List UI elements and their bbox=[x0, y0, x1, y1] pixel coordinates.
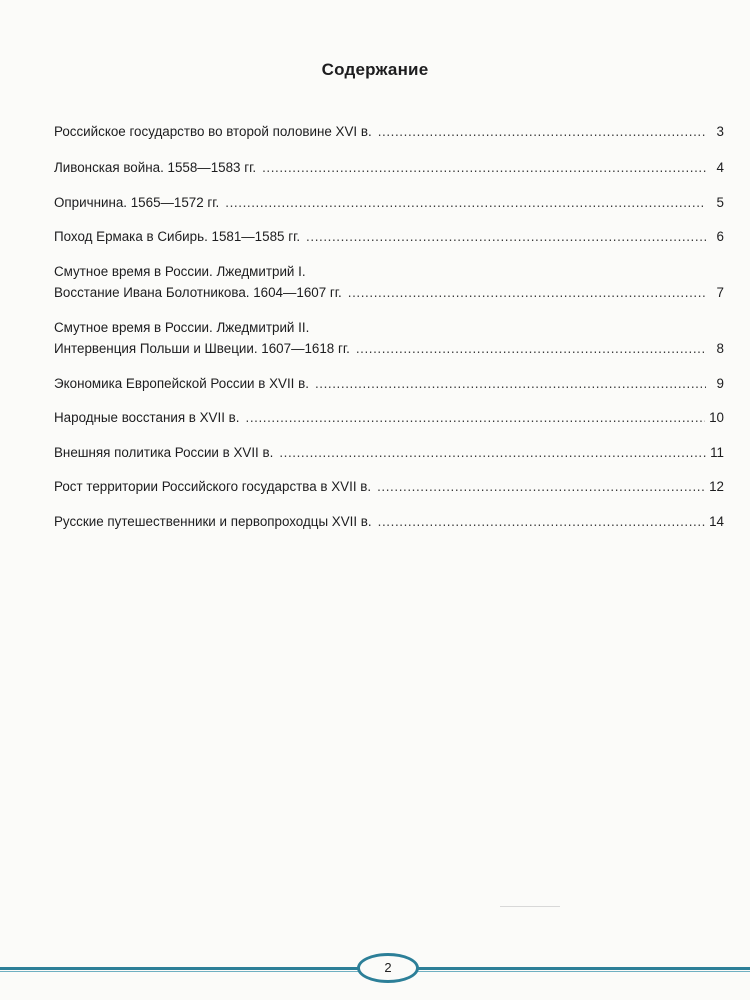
toc-entry-title: Русские путешественники и первопроходцы XVII в. bbox=[54, 514, 372, 529]
toc-leader-dots bbox=[279, 443, 706, 462]
toc-entry-title: Российское государство во второй половине XVI в. bbox=[54, 124, 372, 139]
toc-page-number: 3 bbox=[716, 124, 724, 139]
toc-entry-title: Внешняя политика России в XVII в. bbox=[54, 445, 274, 460]
toc-entry bbox=[54, 262, 724, 302]
toc-leader-dots bbox=[377, 477, 705, 496]
toc-leader-dots bbox=[378, 512, 705, 531]
page-title: Содержание bbox=[321, 60, 429, 79]
toc-entry-title: Интервенция Польши и Швеции. 1607—1618 гг. bbox=[54, 341, 350, 356]
toc-entry bbox=[54, 122, 724, 141]
toc-entry bbox=[54, 158, 724, 177]
toc-leader-dots bbox=[225, 193, 706, 212]
toc-leader-dots bbox=[306, 227, 706, 246]
toc-page-number: 12 bbox=[709, 479, 724, 494]
toc-entry-title: Восстание Ивана Болотникова. 1604—1607 гг. bbox=[54, 285, 342, 300]
toc-leader-dots bbox=[348, 283, 706, 302]
toc-page-number: 4 bbox=[716, 160, 724, 175]
toc-entry-title-line: Смутное время в России. Лжедмитрий II. bbox=[54, 320, 310, 335]
toc-page-number: 9 bbox=[716, 376, 724, 391]
toc-entry bbox=[54, 193, 724, 212]
toc-entry-title: Поход Ермака в Сибирь. 1581—1585 гг. bbox=[54, 229, 301, 244]
toc-page-number: 11 bbox=[710, 445, 724, 460]
toc-entry-title: Народные восстания в XVII в. bbox=[54, 410, 240, 425]
toc-page-number: 8 bbox=[716, 341, 724, 356]
toc-entry bbox=[54, 408, 724, 427]
toc-page-number: 7 bbox=[716, 285, 724, 300]
page-number-badge: 2 bbox=[357, 953, 419, 983]
toc-entry bbox=[54, 227, 724, 246]
toc-entry bbox=[54, 318, 724, 358]
toc-page-number: 5 bbox=[716, 195, 724, 210]
toc-entry-title: Ливонская война. 1558—1583 гг. bbox=[54, 160, 257, 175]
toc-leader-dots bbox=[356, 339, 706, 358]
faint-scan-mark bbox=[500, 906, 560, 907]
toc-leader-dots bbox=[315, 374, 706, 393]
toc-entry-title: Рост территории Российского государства в XVII в. bbox=[54, 479, 372, 494]
toc-page-number: 6 bbox=[716, 229, 724, 244]
toc-entry bbox=[54, 477, 724, 496]
toc-page-number: 10 bbox=[709, 410, 724, 425]
toc-entry-title-line: Смутное время в России. Лжедмитрий I. bbox=[54, 264, 306, 279]
toc-entry bbox=[54, 512, 724, 531]
toc-entry-title: Экономика Европейской России в XVII в. bbox=[54, 376, 309, 391]
toc-entry bbox=[54, 374, 724, 393]
toc-entry-title: Опричнина. 1565—1572 гг. bbox=[54, 195, 220, 210]
toc-entry bbox=[54, 443, 724, 462]
toc-leader-dots bbox=[378, 122, 706, 141]
table-of-contents bbox=[54, 122, 724, 531]
toc-leader-dots bbox=[262, 158, 706, 177]
toc-page-number: 14 bbox=[709, 514, 724, 529]
toc-leader-dots bbox=[246, 408, 706, 427]
